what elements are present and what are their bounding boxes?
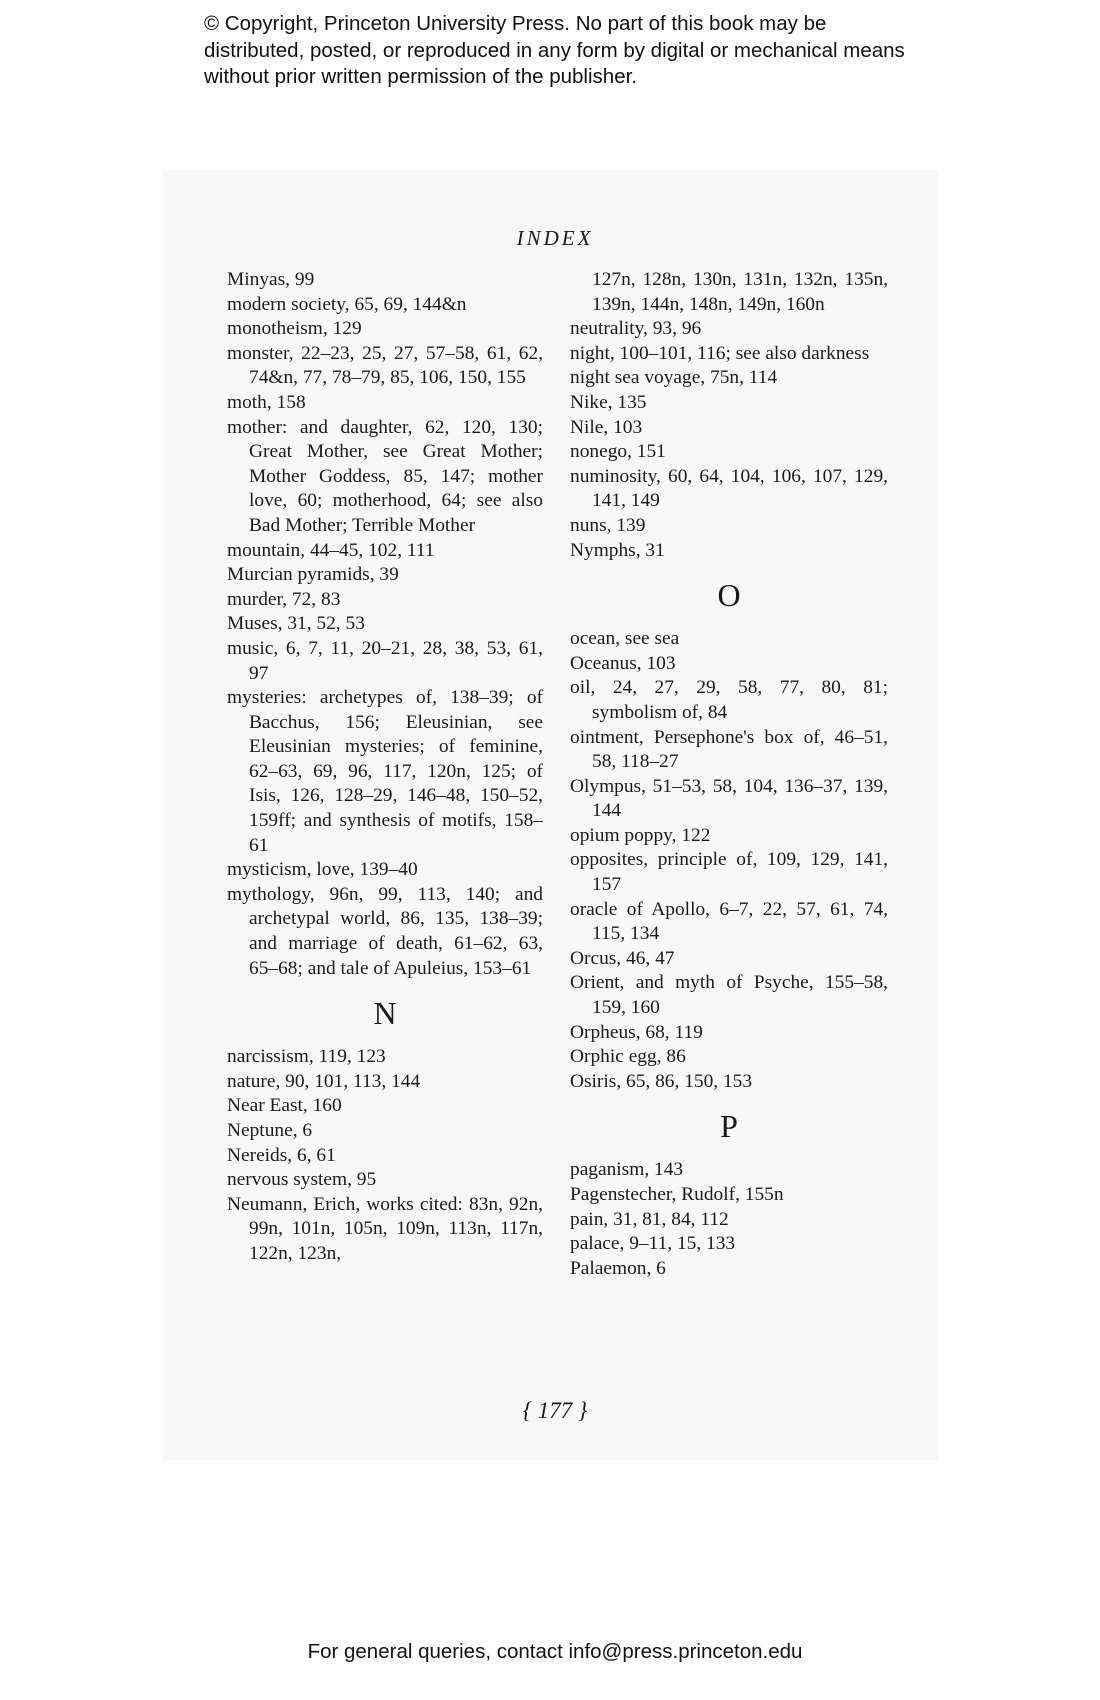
index-entry: Nike, 135 (570, 391, 647, 413)
index-entry: nervous system, 95 (227, 1169, 377, 1191)
index-entry: Orpheus, 68, 119 (570, 1021, 703, 1043)
index-entry: Orphic egg, 86 (570, 1046, 686, 1068)
section-letter-o: O (717, 577, 741, 614)
index-entry-continuation: 127n, 128n, 130n, 131n, 132n, 135n, 139n, 144n, 148n, 149n, 160n (592, 269, 888, 315)
index-entry: oracle of Apollo, 6–7, 22, 57, 61, 74, 115, 134 (570, 898, 888, 945)
index-entry: nature, 90, 101, 113, 144 (227, 1070, 421, 1092)
contact-footer: For general queries, contact info@press.princeton.edu (307, 1640, 803, 1663)
index-entry: Palaemon, 6 (570, 1257, 666, 1279)
section-letter-n: N (373, 995, 397, 1032)
index-entry: Pagenstecher, Rudolf, 155n (570, 1184, 784, 1205)
index-entry: modern society, 65, 69, 144&n (227, 293, 467, 315)
index-entry: music, 6, 7, 11, 20–21, 28, 38, 53, 61, 97 (227, 637, 543, 684)
index-entry: nuns, 139 (570, 514, 646, 536)
index-entry: Nereids, 6, 61 (227, 1144, 336, 1166)
index-entry: nonego, 151 (570, 441, 666, 463)
index-column-right (570, 268, 888, 1281)
index-entry: monotheism, 129 (227, 318, 362, 340)
index-entry: night, 100–101, 116; see also darkness (570, 342, 870, 364)
index-entry: murder, 72, 83 (227, 588, 341, 610)
index-entry: mother: and daughter, 62, 120, 130; Great Mother, see Great Mother; Mother Goddess, 85, 147; mother love, 60; motherhood, 64; see also Bad Mother; Terrible Mother (227, 416, 543, 536)
index-entry: mysticism, love, 139–40 (227, 859, 418, 881)
index-entry: Orient, and myth of Psyche, 155–58, 159, 160 (570, 972, 888, 1019)
index-entry: ocean, see sea (570, 628, 680, 650)
index-entry: Orcus, 46, 47 (570, 947, 675, 969)
index-entry: pain, 31, 81, 84, 112 (570, 1208, 729, 1230)
index-entry: ointment, Persephone's box of, 46–51, 58, 118–27 (570, 726, 888, 773)
index-entry: Neumann, Erich, works cited: 83n, 92n, 99n, 101n, 105n, 109n, 113n, 117n, 122n, 123n, (227, 1193, 543, 1264)
index-entry: Minyas, 99 (227, 269, 315, 290)
index-entry: Nymphs, 31 (570, 539, 665, 561)
index-entry: Osiris, 65, 86, 150, 153 (570, 1070, 753, 1092)
index-entry: Olympus, 51–53, 58, 104, 136–37, 139, 144 (570, 775, 888, 822)
index-entry: numinosity, 60, 64, 104, 106, 107, 129, 141, 149 (570, 465, 888, 512)
index-entry: neutrality, 93, 96 (570, 318, 702, 340)
index-entry: Nile, 103 (570, 416, 643, 438)
index-entry: moth, 158 (227, 391, 306, 413)
index-entry: narcissism, 119, 123 (227, 1046, 386, 1068)
index-entry: Oceanus, 103 (570, 652, 676, 674)
section-letter-p: P (720, 1108, 738, 1145)
index-entry: oil, 24, 27, 29, 58, 77, 80, 81; symbolism of, 84 (570, 677, 888, 723)
index-entry: monster, 22–23, 25, 27, 57–58, 61, 62, 74&n, 77, 78–79, 85, 106, 150, 155 (227, 342, 543, 389)
index-entry: night sea voyage, 75n, 114 (570, 367, 778, 389)
index-entry: opposites, principle of, 109, 129, 141, 157 (570, 849, 888, 896)
index-column-left (227, 268, 543, 1267)
index-entry: Muses, 31, 52, 53 (227, 613, 365, 635)
index-entry: palace, 9–11, 15, 133 (570, 1233, 736, 1255)
page-heading: INDEX (516, 226, 594, 250)
index-entry: Murcian pyramids, 39 (227, 564, 399, 586)
index-entry: Near East, 160 (227, 1095, 342, 1117)
page-number: { 177 } (522, 1398, 588, 1423)
index-entry: Neptune, 6 (227, 1120, 313, 1141)
index-entry: opium poppy, 122 (570, 824, 711, 846)
index-entry: mythology, 96n, 99, 113, 140; and archetypal world, 86, 135, 138–39; and marriage of death, 61–62, 63, 65–68; and tale of Apuleius, 153–61 (227, 883, 543, 979)
copyright-notice: © Copyright, Princeton University Press. No part of this book may be distributed, posted, or reproduced in any form by digital or mechanical means without prior written permission of the publisher. (204, 12, 905, 88)
index-entry: paganism, 143 (570, 1159, 684, 1181)
index-entry: mysteries: archetypes of, 138–39; of Bacchus, 156; Eleusinian, see Eleusinian mysteries; of feminine, 62–63, 69, 96, 117, 120n, 125; of Isis, 126, 128–29, 146–48, 150–52, 159ff; and synthesis of motifs, 158–61 (227, 687, 543, 856)
index-entry: mountain, 44–45, 102, 111 (227, 539, 435, 561)
